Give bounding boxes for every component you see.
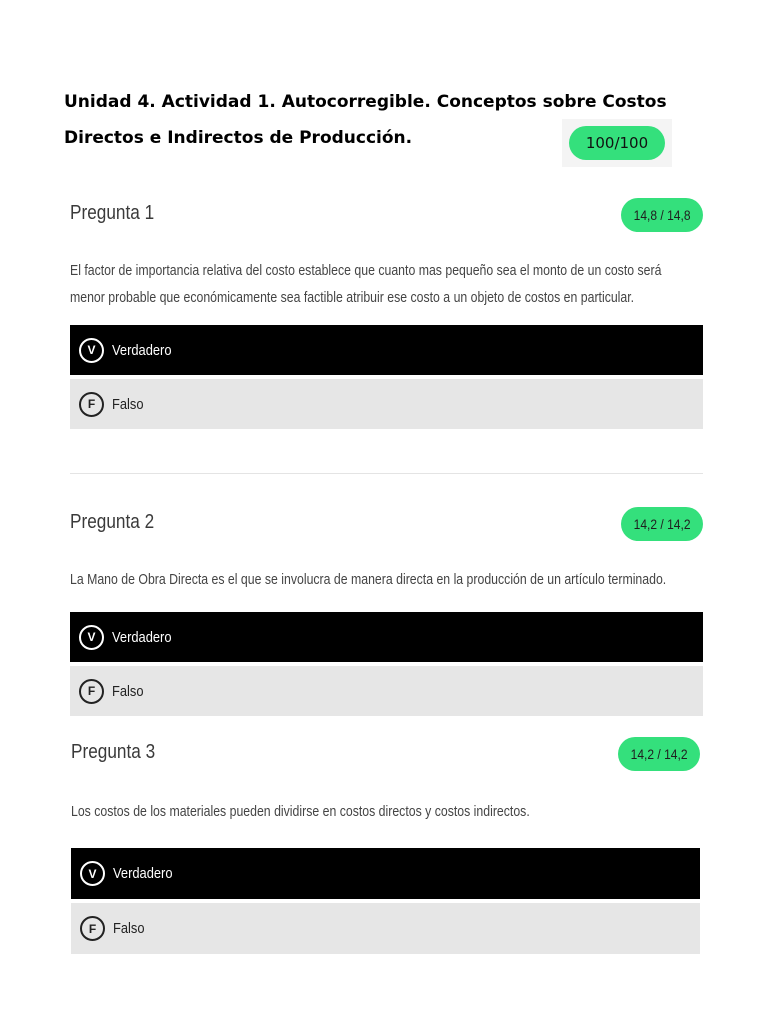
question-score: 14,8 / 14,8: [633, 207, 691, 223]
question-text-line: menor probable que económicamente sea factible atribuir ese costo a un objeto de costos en particular.: [70, 289, 635, 306]
answer-options: [71, 848, 700, 954]
total-score-container: [562, 119, 672, 167]
question-text: [70, 257, 662, 311]
question-score: 14,2 / 14,2: [630, 746, 688, 762]
answer-options: [70, 325, 703, 429]
letter-v-circle-icon: V: [79, 625, 104, 650]
question-text-line: Los costos de los materiales pueden dividirse en costos directos y costos indirectos.: [71, 803, 530, 820]
answer-options: [70, 612, 703, 716]
question-text-line: El factor de importancia relativa del costo establece que cuanto mas pequeño sea el monto de un costo será: [70, 262, 662, 279]
letter-f-circle-icon: F: [79, 392, 104, 417]
question-header: [71, 737, 700, 773]
option-false[interactable]: [71, 903, 700, 954]
total-score-badge: 100/100: [569, 126, 665, 160]
letter-v-circle-icon: V: [79, 338, 104, 363]
option-label: Falso: [112, 682, 144, 700]
option-label: Falso: [112, 395, 144, 413]
question-title: Pregunta 2: [70, 511, 155, 533]
section-divider: [70, 473, 703, 474]
option-true[interactable]: [70, 612, 703, 662]
question-1: [70, 198, 703, 433]
question-score-badge: [618, 737, 700, 771]
option-label: Verdadero: [112, 628, 172, 646]
question-title: Pregunta 3: [71, 741, 156, 763]
option-label: Verdadero: [113, 865, 173, 882]
option-label: Falso: [113, 920, 145, 937]
question-2: [70, 507, 703, 720]
question-3: [71, 737, 700, 958]
option-false[interactable]: [70, 379, 703, 429]
question-text-line: La Mano de Obra Directa es el que se involucra de manera directa en la producción de un artículo terminado.: [70, 571, 667, 588]
question-header: [70, 198, 703, 234]
option-true[interactable]: [70, 325, 703, 375]
option-true[interactable]: [71, 848, 700, 899]
document-title: Unidad 4. Actividad 1. Autocorregible. Conceptos sobre Costos Directos e Indirectos de Producción.: [64, 92, 667, 148]
question-score-badge: [621, 198, 703, 232]
letter-f-circle-icon: F: [79, 679, 104, 704]
question-score: 14,2 / 14,2: [633, 516, 691, 532]
option-false[interactable]: [70, 666, 703, 716]
option-label: Verdadero: [112, 341, 172, 359]
letter-f-circle-icon: F: [80, 916, 105, 941]
question-header: [70, 507, 703, 543]
question-text: [71, 798, 587, 825]
question-text: [70, 566, 667, 593]
question-title: Pregunta 1: [70, 202, 155, 224]
question-score-badge: [621, 507, 703, 541]
letter-v-circle-icon: V: [80, 861, 105, 886]
